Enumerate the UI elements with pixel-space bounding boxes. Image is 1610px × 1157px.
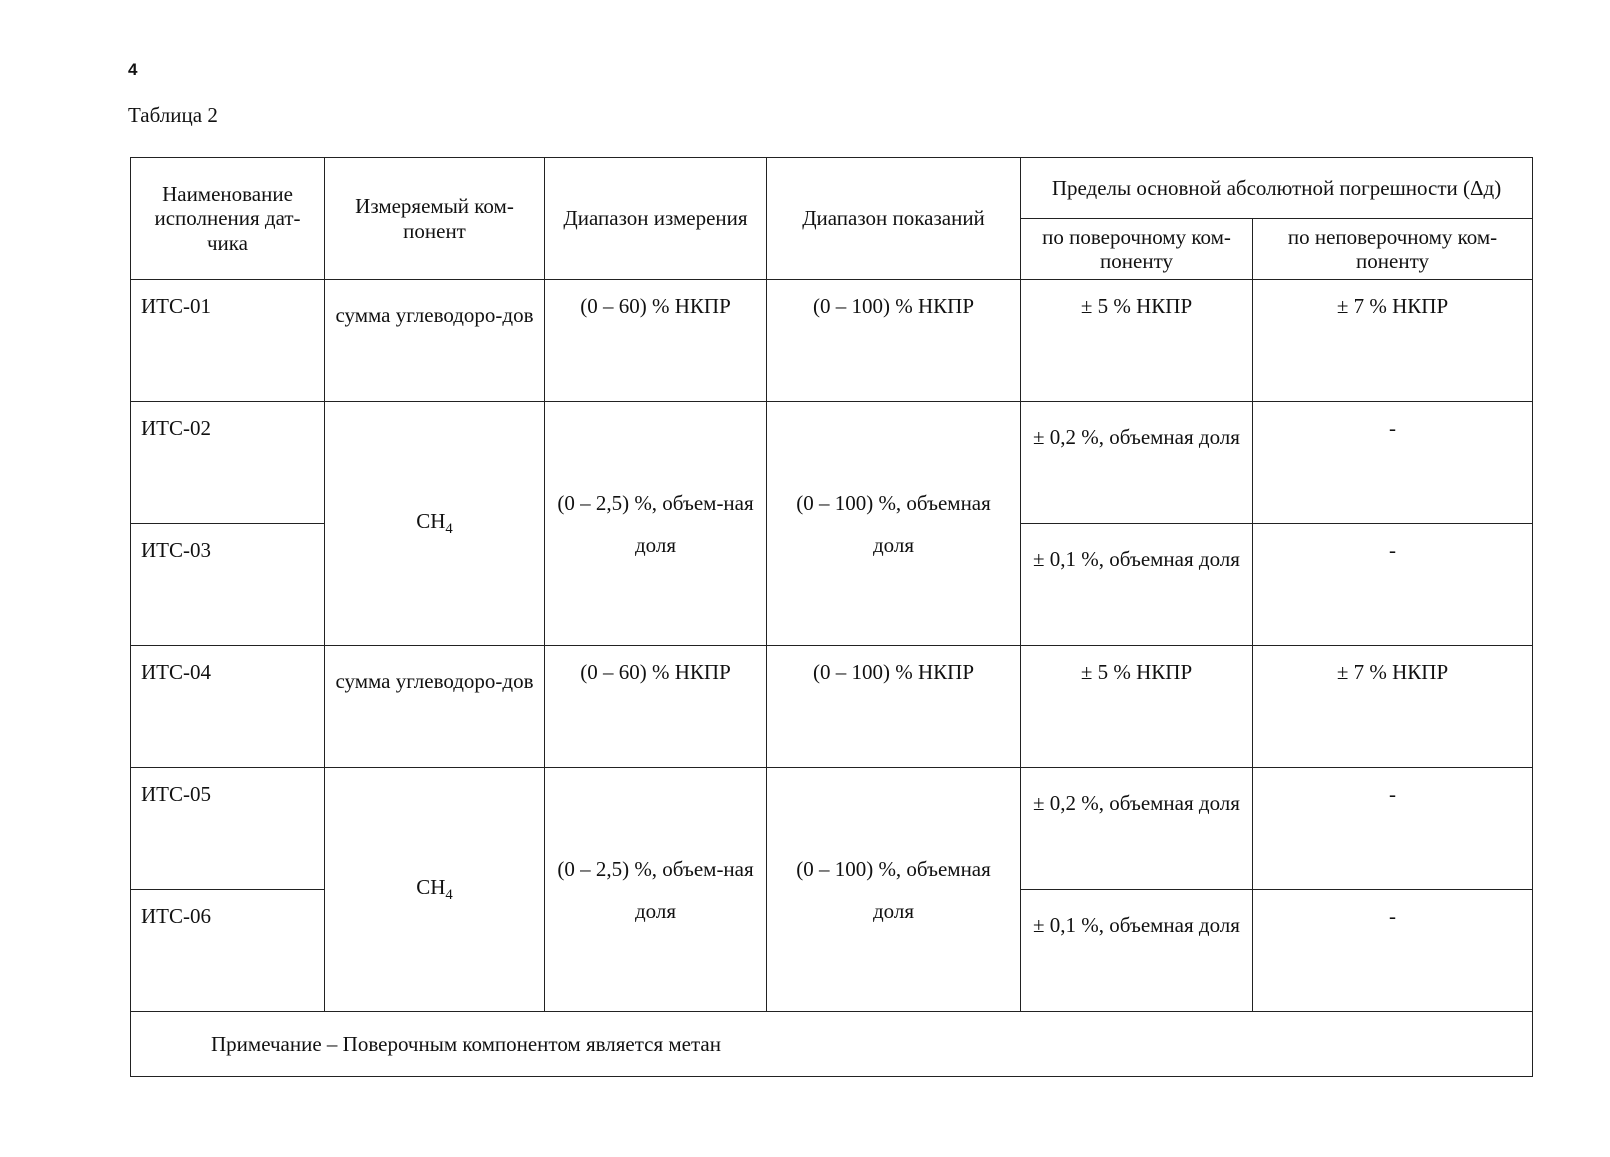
header-component: Измеряемый ком-понент	[325, 158, 545, 280]
error-verification: ± 0,1 %, объемная доля	[1021, 524, 1253, 646]
header-display-range: Диапазон показаний	[767, 158, 1021, 280]
sensor-name: ИТС-03	[131, 524, 325, 646]
sensor-name: ИТС-06	[131, 890, 325, 1012]
measured-component: $CH_4$	[325, 768, 545, 1012]
table-row	[131, 768, 1533, 890]
error-verification: ± 5 % НКПР	[1021, 280, 1253, 402]
specification-table	[130, 157, 1533, 1077]
measured-component: $CH_4$	[325, 402, 545, 646]
display-range: (0 – 100) %, объемная доля	[767, 768, 1021, 1012]
display-range: (0 – 100) % НКПР	[767, 280, 1021, 402]
display-range: (0 – 100) %, объемная доля	[767, 402, 1021, 646]
measurement-range: (0 – 60) % НКПР	[545, 646, 767, 768]
table-row	[131, 402, 1533, 524]
measurement-range: (0 – 2,5) %, объем-ная доля	[545, 402, 767, 646]
error-non-verification: -	[1253, 890, 1533, 1012]
error-non-verification: ± 7 % НКПР	[1253, 646, 1533, 768]
error-non-verification: -	[1253, 768, 1533, 890]
table-row	[131, 646, 1533, 768]
table-caption: Таблица 2	[128, 103, 218, 127]
header-measurement-range: Диапазон измерения	[545, 158, 767, 280]
header-error-verification: по поверочному ком-поненту	[1021, 219, 1253, 280]
header-error-limits: Пределы основной абсолютной погрешности (Δд)	[1021, 158, 1533, 219]
error-verification: ± 0,2 %, объемная доля	[1021, 402, 1253, 524]
measured-component: сумма углеводоро-дов	[325, 280, 545, 402]
measured-component: сумма углеводоро-дов	[325, 646, 545, 768]
error-non-verification: -	[1253, 402, 1533, 524]
sensor-name: ИТС-01	[131, 280, 325, 402]
table-row	[131, 280, 1533, 402]
display-range: (0 – 100) % НКПР	[767, 646, 1021, 768]
error-verification: ± 0,1 %, объемная доля	[1021, 890, 1253, 1012]
error-verification: ± 5 % НКПР	[1021, 646, 1253, 768]
error-non-verification: -	[1253, 524, 1533, 646]
sensor-name: ИТС-04	[131, 646, 325, 768]
measurement-range: (0 – 2,5) %, объем-ная доля	[545, 768, 767, 1012]
sensor-name: ИТС-02	[131, 402, 325, 524]
header-error-non-verification: по неповерочному ком-поненту	[1253, 219, 1533, 280]
page-number: 4	[128, 60, 138, 79]
error-verification: ± 0,2 %, объемная доля	[1021, 768, 1253, 890]
measurement-range: (0 – 60) % НКПР	[545, 280, 767, 402]
error-non-verification: ± 7 % НКПР	[1253, 280, 1533, 402]
table-note: Примечание – Поверочным компонентом является метан	[131, 1012, 1533, 1077]
header-sensor-name: Наименование исполнения дат-чика	[131, 158, 325, 280]
sensor-name: ИТС-05	[131, 768, 325, 890]
